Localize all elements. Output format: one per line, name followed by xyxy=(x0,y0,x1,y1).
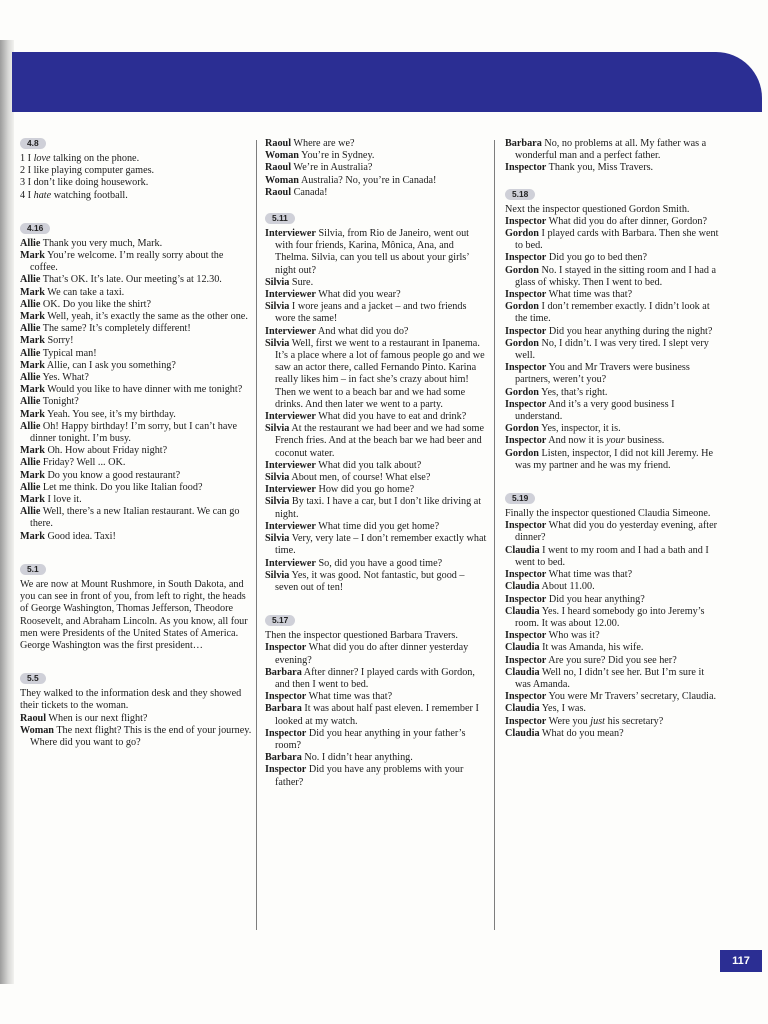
dialogue-text: OK. Do you like the shirt? xyxy=(40,298,152,310)
dialogue-line xyxy=(265,175,487,187)
dialogue-text: Yes. What? xyxy=(40,372,89,384)
speaker-name: Claudia xyxy=(505,605,540,617)
dialogue-line xyxy=(20,348,252,360)
dialogue-text: We can take a taxi. xyxy=(44,286,125,298)
transcript-section xyxy=(265,615,487,789)
dialogue-text: Tonight? xyxy=(40,396,79,408)
speaker-name: Raoul xyxy=(20,712,47,724)
dialogue-text: What did you do yesterday evening, after dinner? xyxy=(515,520,717,544)
dialogue-text: I love it. xyxy=(44,494,82,506)
speaker-name: Allie xyxy=(20,347,41,359)
transcript-section xyxy=(20,223,252,543)
dialogue-text: You’re in Sydney. xyxy=(298,150,375,162)
dialogue-text: I don’t remember exactly. I didn’t look at the time. xyxy=(515,301,710,325)
dialogue-text: Yes, inspector, it is. xyxy=(538,423,621,435)
dialogue-text: Thank you, Miss Travers. xyxy=(546,162,654,174)
dialogue-line xyxy=(505,338,720,362)
section-number-badge: 5.1 xyxy=(20,564,46,575)
dialogue-line xyxy=(505,594,720,606)
column-divider xyxy=(256,140,257,930)
speaker-name: Interviewer xyxy=(265,484,316,496)
transcript-section xyxy=(265,213,487,594)
dialogue-line xyxy=(505,399,720,423)
book-spine-shadow xyxy=(0,40,14,984)
dialogue-line xyxy=(505,162,720,174)
dialogue-line xyxy=(505,265,720,289)
dialogue-line xyxy=(20,274,252,286)
dialogue-line xyxy=(505,138,720,162)
speaker-name: Inspector xyxy=(505,593,547,605)
speaker-name: Mark xyxy=(20,530,45,542)
dialogue-line xyxy=(20,506,252,530)
dialogue-text: Did you hear anything in your father’s room? xyxy=(275,727,466,751)
speaker-name: Gordon xyxy=(505,228,539,240)
transcript-section xyxy=(20,138,252,202)
dialogue-text: Typical man! xyxy=(40,347,97,359)
speaker-name: Inspector xyxy=(505,569,547,581)
dialogue-text: About 11.00. xyxy=(539,581,595,593)
dialogue-line xyxy=(505,252,720,264)
speaker-name: Claudia xyxy=(505,642,540,654)
speaker-name: Silvia xyxy=(265,276,290,288)
dialogue-text: You and Mr Travers were business partners, weren’t you? xyxy=(515,362,690,386)
dialogue-line xyxy=(505,545,720,569)
dialogue-line xyxy=(20,323,252,335)
speaker-name: Raoul xyxy=(265,138,292,149)
speaker-name: Gordon xyxy=(505,264,539,276)
dialogue-text: Did you hear anything during the night? xyxy=(546,325,713,337)
dialogue-text: Good idea. Taxi! xyxy=(44,530,116,542)
dialogue-line xyxy=(20,409,252,421)
dialogue-line xyxy=(20,287,252,299)
speaker-name: Silvia xyxy=(265,472,290,484)
speaker-name: Allie xyxy=(20,506,41,518)
dialogue-text: What did you do after dinner, Gordon? xyxy=(546,215,707,227)
narration-paragraph: Next the inspector questioned Gordon Smith. xyxy=(505,203,690,215)
dialogue-line xyxy=(265,496,487,520)
dialogue-line xyxy=(20,482,252,494)
dialogue-line xyxy=(505,216,720,228)
column-2 xyxy=(265,138,487,810)
speaker-name: Silvia xyxy=(265,301,290,313)
speaker-name: Barbara xyxy=(265,703,302,715)
dialogue-text: And now it is your business. xyxy=(546,435,665,447)
dialogue-text: You were Mr Travers’ secretary, Claudia. xyxy=(546,691,717,703)
list-line: 2 I like playing computer games. xyxy=(20,165,155,177)
dialogue-text: Well no, I didn’t see her. But I’m sure it was Amanda. xyxy=(515,666,705,690)
dialogue-text: Did you hear anything? xyxy=(546,593,645,605)
speaker-name: Allie xyxy=(20,274,41,286)
dialogue-text: About men, of course! What else? xyxy=(289,472,431,484)
dialogue-text: What do you mean? xyxy=(539,727,624,739)
dialogue-text: And what did you do? xyxy=(315,325,409,337)
speaker-name: Claudia xyxy=(505,666,540,678)
speaker-name: Gordon xyxy=(505,447,539,459)
dialogue-line xyxy=(265,558,487,570)
dialogue-line xyxy=(20,238,252,250)
dialogue-line xyxy=(265,326,487,338)
speaker-name: Woman xyxy=(265,174,299,186)
narration-paragraph: Then the inspector questioned Barbara Travers. xyxy=(265,630,458,642)
header-banner xyxy=(12,52,762,112)
dialogue-text: Let me think. Do you like Italian food? xyxy=(40,481,203,493)
speaker-name: Silvia xyxy=(265,496,290,508)
dialogue-text: What did you wear? xyxy=(315,289,401,301)
dialogue-line xyxy=(265,667,487,691)
speaker-name: Mark xyxy=(20,469,45,481)
dialogue-line xyxy=(505,569,720,581)
dialogue-line xyxy=(265,150,487,162)
dialogue-text: Well, first we went to a restaurant in Ipanema. It’s a place where a lot of famous people go and we saw an actor there, called Fernando Pinto. Karina really likes him – in fact she’s crazy about him! Then we went to a beach bar and we had some drinks. And then later we went to a party. xyxy=(275,337,485,410)
speaker-name: Inspector xyxy=(265,727,307,739)
dialogue-line xyxy=(505,301,720,325)
speaker-name: Inspector xyxy=(505,289,547,301)
dialogue-text: Yes, that’s right. xyxy=(538,386,608,398)
speaker-name: Woman xyxy=(265,150,299,162)
speaker-name: Claudia xyxy=(505,703,540,715)
dialogue-text: Yes, I was. xyxy=(539,703,586,715)
dialogue-line xyxy=(505,435,720,447)
dialogue-text: Thank you very much, Mark. xyxy=(40,237,163,249)
speaker-name: Allie xyxy=(20,396,41,408)
dialogue-text: And it’s a very good business I understand. xyxy=(515,398,675,423)
transcript-section xyxy=(505,138,720,175)
speaker-name: Mark xyxy=(20,311,45,323)
dialogue-text: Oh. How about Friday night? xyxy=(44,445,168,457)
dialogue-line xyxy=(265,642,487,666)
speaker-name: Raoul xyxy=(265,162,292,174)
dialogue-text: We’re in Australia? xyxy=(291,162,373,174)
narration-paragraph: Finally the inspector questioned Claudia Simeone. xyxy=(505,508,711,520)
dialogue-text: No. I didn’t hear anything. xyxy=(301,752,413,764)
dialogue-text: Friday? Well ... OK. xyxy=(40,457,126,469)
dialogue-text: I played cards with Barbara. Then she went to bed. xyxy=(515,228,719,252)
dialogue-text: Who was it? xyxy=(546,630,600,642)
dialogue-line xyxy=(265,533,487,557)
dialogue-text: Australia? No, you’re in Canada! xyxy=(298,174,437,186)
dialogue-line xyxy=(265,277,487,289)
dialogue-line xyxy=(265,162,487,174)
speaker-name: Inspector xyxy=(505,162,547,174)
dialogue-line xyxy=(20,531,252,543)
section-number-badge: 4.8 xyxy=(20,138,46,149)
transcript-section xyxy=(265,138,487,199)
column-3 xyxy=(505,138,720,761)
dialogue-text: Well, there’s a new Italian restaurant. We can go there. xyxy=(30,506,240,530)
speaker-name: Gordon xyxy=(505,301,539,313)
dialogue-line xyxy=(265,752,487,764)
speaker-name: Interviewer xyxy=(265,520,316,532)
speaker-name: Inspector xyxy=(505,691,547,703)
dialogue-text: Well, yeah, it’s exactly the same as the other one. xyxy=(44,311,248,323)
dialogue-line xyxy=(505,606,720,630)
dialogue-line xyxy=(20,372,252,384)
speaker-name: Claudia xyxy=(505,544,540,556)
speaker-name: Woman xyxy=(20,724,54,736)
speaker-name: Inspector xyxy=(265,691,307,703)
list-line: 3 I don’t like doing housework. xyxy=(20,177,149,189)
dialogue-line xyxy=(265,228,487,277)
dialogue-line xyxy=(265,484,487,496)
speaker-name: Mark xyxy=(20,286,45,298)
dialogue-line xyxy=(505,387,720,399)
dialogue-text: Listen, inspector, I did not kill Jeremy. He was my partner and he was my friend. xyxy=(515,447,714,471)
speaker-name: Claudia xyxy=(505,581,540,593)
narration-paragraph: We are now at Mount Rushmore, in South Dakota, and you can see in front of you, from left to right, the heads of George Washington, Thomas Jefferson, Theodore Roosevelt, and Abraham Lincoln. As you know, all four men were Presidents of the United States of America. George Washington was the first president… xyxy=(20,578,248,651)
dialogue-text: Would you like to have dinner with me tonight? xyxy=(44,384,243,396)
dialogue-line xyxy=(20,299,252,311)
speaker-name: Claudia xyxy=(505,727,540,739)
dialogue-line xyxy=(20,713,252,725)
speaker-name: Interviewer xyxy=(265,289,316,301)
speaker-name: Inspector xyxy=(265,764,307,776)
dialogue-text: The next flight? This is the end of your journey. Where did you want to go? xyxy=(30,724,252,748)
dialogue-text: When is our next flight? xyxy=(46,712,148,724)
dialogue-text: Oh! Happy birthday! I’m sorry, but I can’t have dinner tonight. I’m busy. xyxy=(30,420,237,445)
dialogue-line xyxy=(505,228,720,252)
list-line: 1 I love talking on the phone. xyxy=(20,153,140,164)
dialogue-text: What time was that? xyxy=(546,289,633,301)
speaker-name: Barbara xyxy=(265,666,302,678)
dialogue-line xyxy=(265,301,487,325)
speaker-name: Barbara xyxy=(505,138,542,149)
dialogue-text: I went to my room and I had a bath and I went to bed. xyxy=(515,544,709,568)
dialogue-text: Did you go to bed then? xyxy=(546,252,648,264)
dialogue-line xyxy=(505,655,720,667)
dialogue-line xyxy=(20,335,252,347)
speaker-name: Interviewer xyxy=(265,459,316,471)
speaker-name: Interviewer xyxy=(265,325,316,337)
dialogue-text: Canada! xyxy=(291,186,328,198)
dialogue-line xyxy=(265,338,487,411)
dialogue-line xyxy=(505,703,720,715)
speaker-name: Allie xyxy=(20,237,41,249)
dialogue-text: After dinner? I played cards with Gordon, and then I went to bed. xyxy=(275,666,475,690)
dialogue-text: So, did you have a good time? xyxy=(315,557,443,569)
speaker-name: Interviewer xyxy=(265,557,316,569)
speaker-name: Allie xyxy=(20,457,41,469)
dialogue-text: What time was that? xyxy=(306,691,393,703)
speaker-name: Silvia xyxy=(265,423,290,435)
dialogue-text: No, I didn’t. I was very tired. I slept very well. xyxy=(515,337,709,362)
dialogue-line xyxy=(505,520,720,544)
speaker-name: Inspector xyxy=(505,325,547,337)
transcript-section xyxy=(505,189,720,472)
speaker-name: Mark xyxy=(20,359,45,371)
dialogue-line xyxy=(20,421,252,445)
dialogue-text: Silvia, from Rio de Janeiro, went out with four friends, Karina, Mônica, Ana, and Thelma. Silvia, can you tell us about your girls’ night out? xyxy=(275,228,469,276)
transcript-section xyxy=(505,493,720,740)
dialogue-text: What did you have to eat and drink? xyxy=(315,411,467,423)
dialogue-line xyxy=(265,187,487,199)
column-divider xyxy=(494,140,495,930)
speaker-name: Silvia xyxy=(265,337,290,349)
speaker-name: Mark xyxy=(20,335,45,347)
section-number-badge: 5.5 xyxy=(20,673,46,684)
dialogue-text: That’s OK. It’s late. Our meeting’s at 12.30. xyxy=(40,274,222,286)
dialogue-text: Where are we? xyxy=(291,138,355,149)
speaker-name: Silvia xyxy=(265,533,290,545)
section-number-badge: 5.19 xyxy=(505,493,535,504)
dialogue-line xyxy=(505,728,720,740)
speaker-name: Inspector xyxy=(505,630,547,642)
speaker-name: Allie xyxy=(20,481,41,493)
dialogue-line xyxy=(265,138,487,150)
list-line: 4 I hate watching football. xyxy=(20,189,128,201)
dialogue-line xyxy=(505,423,720,435)
dialogue-line xyxy=(20,494,252,506)
page-number: 117 xyxy=(720,950,762,972)
speaker-name: Allie xyxy=(20,323,41,335)
speaker-name: Inspector xyxy=(505,715,547,727)
dialogue-line xyxy=(505,448,720,472)
dialogue-line xyxy=(505,642,720,654)
section-number-badge: 5.18 xyxy=(505,189,535,200)
dialogue-text: What did you do after dinner yesterday evening? xyxy=(275,642,469,666)
dialogue-line xyxy=(265,764,487,788)
dialogue-text: Sure. xyxy=(289,276,314,288)
speaker-name: Mark xyxy=(20,250,45,262)
dialogue-line xyxy=(265,703,487,727)
dialogue-line xyxy=(265,289,487,301)
dialogue-text: At the restaurant we had beer and we had some French fries. And at the beach bar we had beer and coconut water. xyxy=(275,423,484,459)
dialogue-line xyxy=(505,326,720,338)
speaker-name: Silvia xyxy=(265,569,290,581)
dialogue-text: Yes. I heard somebody go into Jeremy’s room. It was about 12.00. xyxy=(515,605,705,629)
speaker-name: Interviewer xyxy=(265,228,316,240)
speaker-name: Mark xyxy=(20,445,45,457)
speaker-name: Inspector xyxy=(505,654,547,666)
dialogue-line xyxy=(20,457,252,469)
dialogue-line xyxy=(505,691,720,703)
dialogue-line xyxy=(505,362,720,386)
section-number-badge: 4.16 xyxy=(20,223,50,234)
dialogue-line xyxy=(20,396,252,408)
dialogue-line xyxy=(20,470,252,482)
dialogue-line xyxy=(20,311,252,323)
speaker-name: Allie xyxy=(20,298,41,310)
dialogue-line xyxy=(505,289,720,301)
dialogue-line xyxy=(20,384,252,396)
speaker-name: Inspector xyxy=(505,435,547,447)
speaker-name: Inspector xyxy=(505,215,547,227)
dialogue-text: Yeah. You see, it’s my birthday. xyxy=(44,408,176,420)
dialogue-text: Sorry! xyxy=(44,335,74,347)
dialogue-text: Yes, it was good. Not fantastic, but good – seven out of ten! xyxy=(275,569,465,593)
dialogue-text: The same? It’s completely different! xyxy=(40,323,191,335)
dialogue-line xyxy=(265,570,487,594)
speaker-name: Inspector xyxy=(505,520,547,532)
dialogue-line xyxy=(505,581,720,593)
dialogue-text: Very, very late – I don’t remember exactly what time. xyxy=(275,533,487,557)
speaker-name: Allie xyxy=(20,372,41,384)
dialogue-line xyxy=(20,360,252,372)
narration-paragraph: They walked to the information desk and they showed their tickets to the woman. xyxy=(20,688,242,712)
speaker-name: Allie xyxy=(20,420,41,432)
speaker-name: Inspector xyxy=(505,398,547,410)
speaker-name: Mark xyxy=(20,494,45,506)
dialogue-text: It was about half past eleven. I remember I looked at my watch. xyxy=(275,703,479,727)
dialogue-line xyxy=(265,691,487,703)
dialogue-text: Were you just his secretary? xyxy=(546,715,664,727)
dialogue-line xyxy=(265,521,487,533)
dialogue-text: What did you talk about? xyxy=(315,459,422,471)
dialogue-line xyxy=(505,667,720,691)
dialogue-text: What time did you get home? xyxy=(315,520,440,532)
dialogue-text: What time was that? xyxy=(546,569,633,581)
speaker-name: Gordon xyxy=(505,423,539,435)
dialogue-line xyxy=(20,725,252,749)
speaker-name: Inspector xyxy=(505,252,547,264)
dialogue-line xyxy=(265,460,487,472)
dialogue-text: No. I stayed in the sitting room and I had a glass of whisky. Then I went to bed. xyxy=(515,264,717,288)
dialogue-text: No, no problems at all. My father was a wonderful man and a perfect father. xyxy=(515,138,707,162)
section-number-badge: 5.11 xyxy=(265,213,295,224)
dialogue-line xyxy=(505,630,720,642)
dialogue-line xyxy=(265,472,487,484)
dialogue-text: By taxi. I have a car, but I don’t like driving at night. xyxy=(275,496,482,520)
speaker-name: Mark xyxy=(20,408,45,420)
speaker-name: Inspector xyxy=(265,642,307,654)
dialogue-text: Did you have any problems with your father? xyxy=(275,764,464,788)
dialogue-text: Are you sure? Did you see her? xyxy=(546,654,677,666)
dialogue-line xyxy=(265,423,487,460)
column-1 xyxy=(20,138,252,770)
speaker-name: Mark xyxy=(20,384,45,396)
dialogue-text: Do you know a good restaurant? xyxy=(44,469,181,481)
dialogue-line xyxy=(265,411,487,423)
dialogue-text: Allie, can I ask you something? xyxy=(44,359,176,371)
speaker-name: Raoul xyxy=(265,186,292,198)
dialogue-line xyxy=(20,250,252,274)
dialogue-line xyxy=(505,716,720,728)
speaker-name: Interviewer xyxy=(265,411,316,423)
dialogue-text: It was Amanda, his wife. xyxy=(539,642,644,654)
transcript-section xyxy=(20,564,252,652)
speaker-name: Barbara xyxy=(265,752,302,764)
speaker-name: Gordon xyxy=(505,337,539,349)
speaker-name: Inspector xyxy=(505,362,547,374)
dialogue-line xyxy=(20,445,252,457)
speaker-name: Gordon xyxy=(505,386,539,398)
dialogue-line xyxy=(265,728,487,752)
dialogue-text: You’re welcome. I’m really sorry about the coffee. xyxy=(30,250,224,274)
transcript-section xyxy=(20,673,252,749)
dialogue-text: How did you go home? xyxy=(315,484,415,496)
section-number-badge: 5.17 xyxy=(265,615,295,626)
dialogue-text: I wore jeans and a jacket – and two friends wore the same! xyxy=(275,301,467,325)
